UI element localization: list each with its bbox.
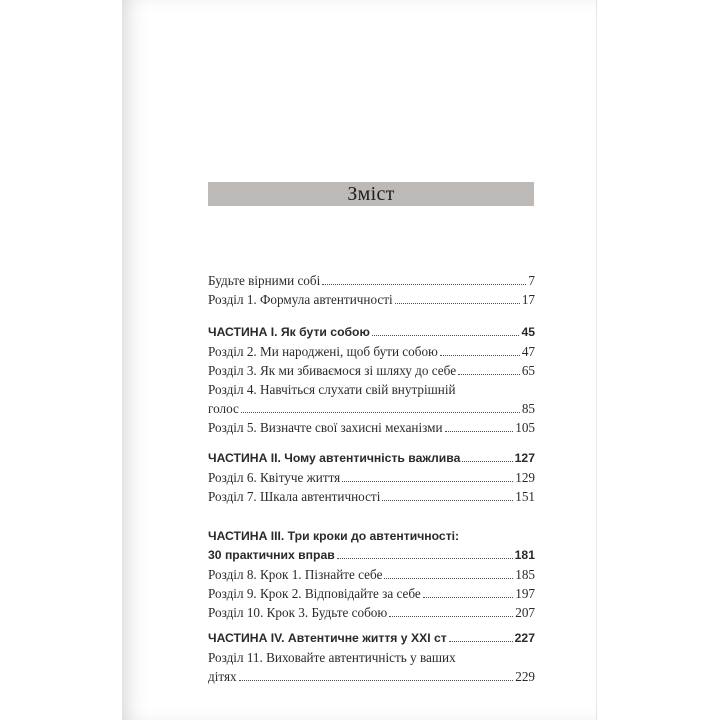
toc-entry	[208, 361, 535, 380]
contents-title-bar	[208, 182, 534, 206]
toc-entry-page: 185	[515, 567, 535, 582]
toc-entry-title: Розділ 10. Крок 3. Будьте собою	[208, 605, 388, 620]
toc-entry-page: 127	[514, 451, 535, 465]
dot-leader	[462, 449, 512, 462]
toc-entry	[208, 271, 535, 290]
toc-entry-page: 45	[521, 325, 535, 339]
toc-entry-title: Розділ 1. Формула автентичності	[208, 292, 393, 307]
toc-entry-page: 151	[515, 489, 535, 504]
toc-part-heading	[208, 629, 535, 648]
table-of-contents	[208, 271, 535, 686]
toc-entry	[208, 342, 535, 361]
dot-leader	[322, 272, 526, 285]
toc-entry-title: ЧАСТИНА IV. Автентичне життя у ХХІ ст	[208, 631, 447, 645]
toc-entry-title: Будьте вірними собі	[208, 273, 321, 288]
toc-entry-title-cont: голос	[208, 401, 239, 416]
toc-entry-title: Розділ 5. Визначте свої захисні механізми	[208, 420, 443, 435]
toc-part-heading	[208, 546, 535, 565]
toc-entry-page: 105	[515, 420, 535, 435]
dot-leader	[241, 400, 520, 413]
toc-entry-title: Розділ 9. Крок 2. Відповідайте за себе	[208, 586, 421, 601]
toc-entry-page: 227	[514, 631, 535, 645]
page-edge	[596, 0, 597, 720]
toc-entry-page: 181	[514, 548, 535, 562]
dot-leader	[382, 488, 513, 501]
toc-entry	[208, 603, 535, 622]
toc-entry	[208, 565, 535, 584]
toc-entry-page: 85	[521, 401, 535, 416]
dot-leader	[342, 469, 513, 482]
dot-leader	[458, 362, 520, 375]
toc-entry-title-cont: 30 практичних вправ	[208, 548, 335, 562]
background-left	[0, 0, 120, 720]
dot-leader	[384, 566, 513, 579]
toc-entry-page: 17	[521, 292, 535, 307]
toc-entry	[208, 667, 535, 686]
toc-part-heading	[208, 449, 535, 468]
toc-part-heading	[208, 323, 535, 342]
toc-entry-page: 197	[515, 586, 535, 601]
contents-title: Зміст	[347, 182, 395, 205]
dot-leader	[389, 604, 513, 617]
toc-entry-title: ЧАСТИНА ІІ. Чому автентичність важлива	[208, 451, 461, 465]
toc-entry	[208, 584, 535, 603]
toc-entry-page: 47	[521, 344, 535, 359]
toc-entry-title: Розділ 6. Квітуче життя	[208, 470, 341, 485]
toc-part-heading-first-line	[208, 527, 535, 546]
toc-entry	[208, 290, 535, 309]
toc-entry-title: ЧАСТИНА ІІІ. Три кроки до автентичності:	[208, 529, 460, 543]
toc-entry-first-line	[208, 648, 535, 667]
toc-entry	[208, 399, 535, 418]
toc-entry-page: 207	[515, 605, 535, 620]
toc-entry-first-line	[208, 380, 535, 399]
dot-leader	[449, 629, 513, 642]
toc-entry	[208, 487, 535, 506]
dot-leader	[423, 585, 513, 598]
toc-entry-title: Розділ 3. Як ми збиваємося зі шляху до себе	[208, 363, 457, 378]
toc-entry-page: 229	[515, 669, 535, 684]
toc-entry-title: Розділ 8. Крок 1. Пізнайте себе	[208, 567, 383, 582]
toc-entry-title: Розділ 11. Виховайте автентичність у ваших	[208, 650, 456, 665]
dot-leader	[337, 546, 513, 559]
toc-entry-title: ЧАСТИНА І. Як бути собою	[208, 325, 370, 339]
toc-entry-title-cont: дітях	[208, 669, 237, 684]
toc-entry-title: Розділ 4. Навчіться слухати свій внутрішній	[208, 382, 456, 397]
dot-leader	[445, 419, 514, 432]
toc-entry-title: Розділ 7. Шкала автентичності	[208, 489, 381, 504]
toc-entry-page: 65	[521, 363, 535, 378]
dot-leader	[440, 343, 520, 356]
toc-entry-page: 7	[528, 273, 535, 288]
toc-entry	[208, 418, 535, 437]
dot-leader	[239, 668, 514, 681]
dot-leader	[372, 323, 520, 336]
toc-entry-title: Розділ 2. Ми народжені, щоб бути собою	[208, 344, 438, 359]
toc-entry	[208, 468, 535, 487]
toc-entry-page: 129	[515, 470, 535, 485]
dot-leader	[395, 291, 520, 304]
